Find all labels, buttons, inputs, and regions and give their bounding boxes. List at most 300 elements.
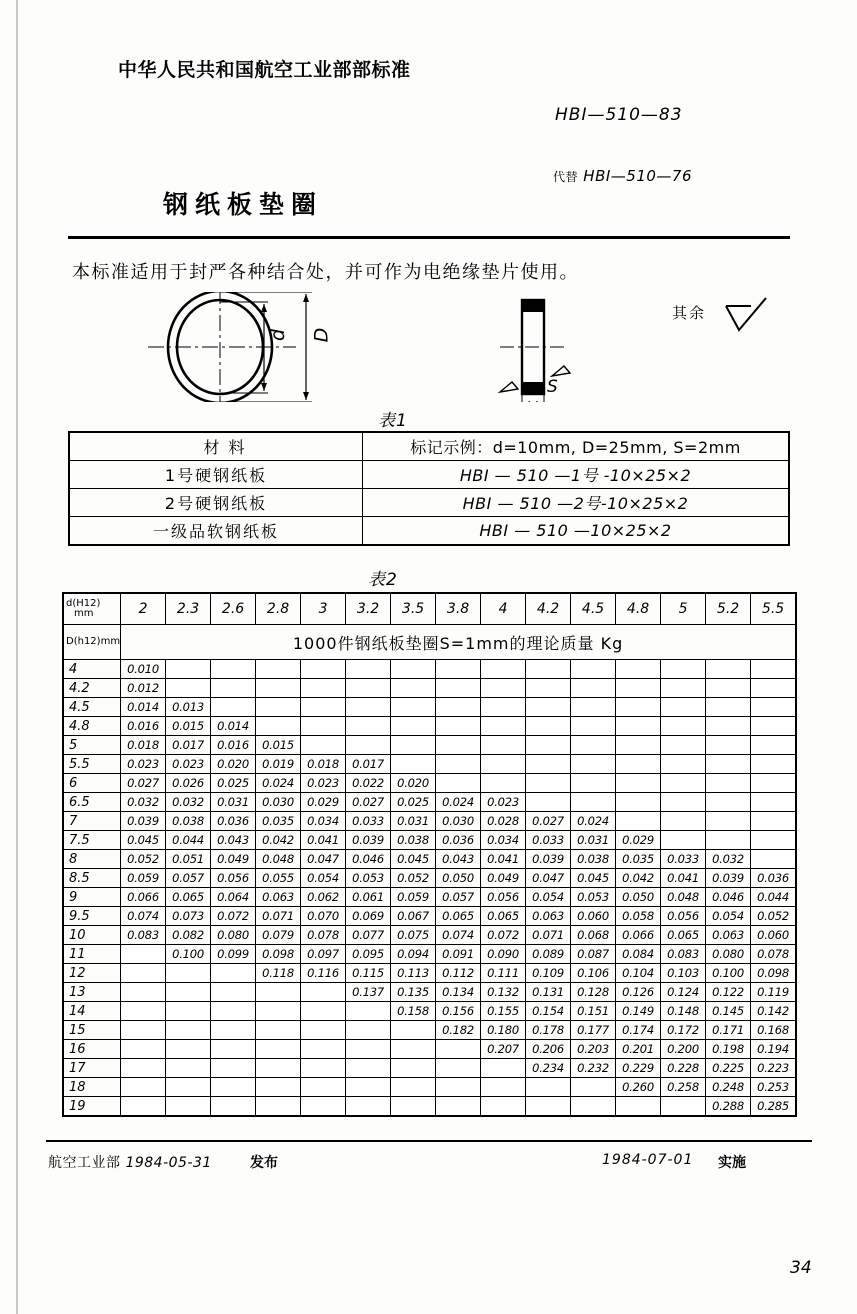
table2-empty-cell (256, 983, 301, 1002)
table2-empty-cell (751, 736, 797, 755)
table2-empty-cell (391, 1097, 436, 1117)
table2-value-cell: 0.100 (706, 964, 751, 983)
table2-empty-cell (391, 1021, 436, 1040)
table2-value-cell: 0.046 (346, 850, 391, 869)
table2-value-cell: 0.098 (256, 945, 301, 964)
table-row (63, 1002, 796, 1021)
table2-col-header: 4.8 (616, 593, 661, 625)
table2-empty-cell (346, 736, 391, 755)
table2-empty-cell (166, 1002, 211, 1021)
table2-empty-cell (256, 660, 301, 679)
table2-value-cell: 0.225 (706, 1059, 751, 1078)
table2-empty-cell (391, 1059, 436, 1078)
table2-empty-cell (436, 1078, 481, 1097)
table2-empty-cell (661, 736, 706, 755)
table2-value-cell: 0.075 (391, 926, 436, 945)
table2-value-cell: 0.015 (166, 717, 211, 736)
table2-value-cell: 0.036 (751, 869, 797, 888)
table2-empty-cell (481, 755, 526, 774)
table2-value-cell: 0.018 (301, 755, 346, 774)
page-edge-rule (16, 0, 18, 1314)
table2-value-cell: 0.132 (481, 983, 526, 1002)
table-row (69, 432, 789, 461)
table2-value-cell: 0.095 (346, 945, 391, 964)
table2-value-cell: 0.056 (211, 869, 256, 888)
table2-empty-cell (436, 698, 481, 717)
table2-empty-cell (211, 1040, 256, 1059)
table2-value-cell: 0.023 (121, 755, 166, 774)
table2-value-cell: 0.030 (256, 793, 301, 812)
table2-empty-cell (346, 1097, 391, 1117)
table2-empty-cell (211, 1097, 256, 1117)
table2-value-cell: 0.128 (571, 983, 616, 1002)
table2-empty-cell (706, 831, 751, 850)
table2-col-header: 2.6 (211, 593, 256, 625)
table2-value-cell: 0.066 (121, 888, 166, 907)
table2-value-cell: 0.131 (526, 983, 571, 1002)
table2-row-label: 12 (63, 964, 121, 983)
table2-caption: 表2 (368, 570, 398, 590)
table2-row-label: 4.2 (63, 679, 121, 698)
footer-issuer: 航空工业部 (48, 1155, 121, 1171)
table2-value-cell: 0.158 (391, 1002, 436, 1021)
replaces-prefix-label: 代替 (553, 170, 579, 184)
table2-empty-cell (481, 717, 526, 736)
table2-row-label: 4.5 (63, 698, 121, 717)
table2-value-cell: 0.172 (661, 1021, 706, 1040)
material-name: 2号硬钢纸板 (69, 489, 363, 517)
table2-empty-cell (391, 1040, 436, 1059)
ministry-title: 中华人民共和国航空工业部部标准 (118, 59, 411, 81)
table2-row-label: 11 (63, 945, 121, 964)
table2-value-cell: 0.109 (526, 964, 571, 983)
table2-empty-cell (706, 698, 751, 717)
table2-empty-cell (751, 660, 797, 679)
table2-empty-cell (211, 698, 256, 717)
table2-value-cell: 0.057 (436, 888, 481, 907)
table2-empty-cell (526, 698, 571, 717)
table2-col-header: 3.2 (346, 593, 391, 625)
table2-value-cell: 0.124 (661, 983, 706, 1002)
table2-empty-cell (616, 660, 661, 679)
table2-value-cell: 0.074 (121, 907, 166, 926)
table2-empty-cell (751, 812, 797, 831)
table2-empty-cell (571, 679, 616, 698)
table-row (63, 1040, 796, 1059)
table2-empty-cell (436, 679, 481, 698)
roughness-symbol-icon (722, 296, 772, 340)
table2-row-label: 6.5 (63, 793, 121, 812)
footer-issuer-block (48, 1152, 212, 1172)
table2-value-cell: 0.036 (211, 812, 256, 831)
table2-value-cell: 0.047 (526, 869, 571, 888)
table2-value-cell: 0.171 (706, 1021, 751, 1040)
table2-corner-d: d(H12) mm (63, 593, 121, 625)
table2-empty-cell (121, 1021, 166, 1040)
table2-value-cell: 0.032 (121, 793, 166, 812)
table2-empty-cell (301, 1097, 346, 1117)
page-title: 钢纸板垫圈 (163, 190, 324, 219)
table2-col-header: 5.2 (706, 593, 751, 625)
table2-empty-cell (436, 755, 481, 774)
table2-row-label: 8 (63, 850, 121, 869)
table2-value-cell: 0.065 (661, 926, 706, 945)
table1-caption: 表1 (378, 411, 408, 431)
table-row (63, 983, 796, 1002)
footer-effective-label: 实施 (718, 1155, 746, 1171)
table2-empty-cell (706, 736, 751, 755)
table2-value-cell: 0.223 (751, 1059, 797, 1078)
table2-value-cell: 0.229 (616, 1059, 661, 1078)
table2-empty-cell (661, 774, 706, 793)
table2-empty-cell (616, 698, 661, 717)
table2-empty-cell (166, 1097, 211, 1117)
table2-empty-cell (661, 793, 706, 812)
table2-empty-cell (301, 1040, 346, 1059)
table2-value-cell: 0.025 (391, 793, 436, 812)
table2-empty-cell (661, 679, 706, 698)
table2-value-cell: 0.116 (301, 964, 346, 983)
table2-value-cell: 0.048 (661, 888, 706, 907)
table2-value-cell: 0.078 (301, 926, 346, 945)
table2-empty-cell (616, 755, 661, 774)
table2-row-label: 5.5 (63, 755, 121, 774)
table2-empty-cell (661, 755, 706, 774)
table2-value-cell: 0.020 (211, 755, 256, 774)
table2-empty-cell (121, 1078, 166, 1097)
table2-empty-cell (301, 983, 346, 1002)
table2-empty-cell (706, 755, 751, 774)
table2-empty-cell (436, 1040, 481, 1059)
table2-row-label: 18 (63, 1078, 121, 1097)
table2-empty-cell (571, 717, 616, 736)
footer-issue-date: 1984-05-31 (125, 1155, 212, 1171)
table2-value-cell: 0.034 (481, 831, 526, 850)
table2-empty-cell (256, 698, 301, 717)
table2-value-cell: 0.043 (436, 850, 481, 869)
table2-empty-cell (526, 717, 571, 736)
table2-value-cell: 0.151 (571, 1002, 616, 1021)
table2-value-cell: 0.200 (661, 1040, 706, 1059)
table2-value-cell: 0.260 (616, 1078, 661, 1097)
table2-empty-cell (166, 1059, 211, 1078)
table2-value-cell: 0.027 (526, 812, 571, 831)
table2-empty-cell (571, 755, 616, 774)
table-row (63, 1078, 796, 1097)
table2-empty-cell (706, 812, 751, 831)
table2-value-cell: 0.084 (616, 945, 661, 964)
table2-empty-cell (571, 793, 616, 812)
table2-row-label: 9.5 (63, 907, 121, 926)
table2-empty-cell (436, 1097, 481, 1117)
table2-row-label: 17 (63, 1059, 121, 1078)
table2-value-cell: 0.094 (391, 945, 436, 964)
table2-value-cell: 0.082 (166, 926, 211, 945)
table2-value-cell: 0.052 (391, 869, 436, 888)
table2-empty-cell (391, 698, 436, 717)
table2-col-header: 2 (121, 593, 166, 625)
table2-value-cell: 0.032 (166, 793, 211, 812)
table2-value-cell: 0.041 (301, 831, 346, 850)
table2-empty-cell (301, 698, 346, 717)
table2-value-cell: 0.042 (256, 831, 301, 850)
table2-value-cell: 0.017 (346, 755, 391, 774)
table2-empty-cell (616, 812, 661, 831)
table2-empty-cell (481, 660, 526, 679)
table2-value-cell: 0.126 (616, 983, 661, 1002)
table2-empty-cell (571, 660, 616, 679)
material-marking-table (68, 431, 790, 546)
table2-empty-cell (166, 679, 211, 698)
theoretical-mass-table-wrapper (62, 592, 797, 1117)
table2-value-cell: 0.067 (391, 907, 436, 926)
table2-value-cell: 0.178 (526, 1021, 571, 1040)
table2-empty-cell (166, 660, 211, 679)
table2-empty-cell (121, 1040, 166, 1059)
table2-value-cell: 0.053 (571, 888, 616, 907)
table2-value-cell: 0.066 (616, 926, 661, 945)
table-row (63, 888, 796, 907)
table2-empty-cell (706, 774, 751, 793)
table2-value-cell: 0.079 (256, 926, 301, 945)
table2-value-cell: 0.104 (616, 964, 661, 983)
table2-empty-cell (751, 755, 797, 774)
table2-value-cell: 0.064 (211, 888, 256, 907)
table2-value-cell: 0.035 (256, 812, 301, 831)
table2-empty-cell (751, 774, 797, 793)
table2-value-cell: 0.039 (346, 831, 391, 850)
table2-row-label: 19 (63, 1097, 121, 1117)
page-number: 34 (790, 1258, 812, 1278)
table2-empty-cell (661, 660, 706, 679)
table2-empty-cell (751, 850, 797, 869)
table-row (63, 698, 796, 717)
table2-empty-cell (436, 736, 481, 755)
table2-empty-cell (661, 812, 706, 831)
table2-empty-cell (526, 736, 571, 755)
table2-value-cell: 0.031 (391, 812, 436, 831)
table2-value-cell: 0.027 (346, 793, 391, 812)
table2-value-cell: 0.137 (346, 983, 391, 1002)
table2-value-cell: 0.063 (256, 888, 301, 907)
table2-value-cell: 0.059 (391, 888, 436, 907)
table2-value-cell: 0.069 (346, 907, 391, 926)
table2-value-cell: 0.078 (751, 945, 797, 964)
table2-value-cell: 0.024 (571, 812, 616, 831)
table2-row-label: 10 (63, 926, 121, 945)
table2-value-cell: 0.033 (661, 850, 706, 869)
table2-row-label: 7.5 (63, 831, 121, 850)
table2-value-cell: 0.034 (301, 812, 346, 831)
table2-value-cell: 0.038 (391, 831, 436, 850)
table2-value-cell: 0.013 (166, 698, 211, 717)
table2-value-cell: 0.045 (121, 831, 166, 850)
table2-value-cell: 0.014 (211, 717, 256, 736)
table2-value-cell: 0.044 (166, 831, 211, 850)
table2-empty-cell (346, 679, 391, 698)
table2-value-cell: 0.065 (166, 888, 211, 907)
table2-value-cell: 0.089 (526, 945, 571, 964)
table2-empty-cell (166, 1078, 211, 1097)
table2-empty-cell (211, 1078, 256, 1097)
table2-value-cell: 0.285 (751, 1097, 797, 1117)
table2-value-cell: 0.100 (166, 945, 211, 964)
table2-value-cell: 0.119 (751, 983, 797, 1002)
table2-empty-cell (256, 679, 301, 698)
table2-col-header: 5 (661, 593, 706, 625)
table2-empty-cell (391, 1078, 436, 1097)
table2-value-cell: 0.039 (706, 869, 751, 888)
table2-empty-cell (571, 1078, 616, 1097)
table2-value-cell: 0.036 (436, 831, 481, 850)
table2-value-cell: 0.041 (481, 850, 526, 869)
table2-corner-D: D(h12)mm (63, 625, 121, 660)
table2-row-label: 5 (63, 736, 121, 755)
table2-empty-cell (751, 698, 797, 717)
table2-empty-cell (301, 660, 346, 679)
table2-empty-cell (211, 1002, 256, 1021)
table2-empty-cell (121, 945, 166, 964)
table-row (63, 1021, 796, 1040)
table2-empty-cell (571, 698, 616, 717)
dimension-label-d: d (267, 328, 290, 342)
table2-empty-cell (526, 793, 571, 812)
marking-code: HBI — 510 —2号-10×25×2 (363, 489, 790, 517)
table2-empty-cell (706, 717, 751, 736)
table2-value-cell: 0.020 (391, 774, 436, 793)
table2-empty-cell (616, 679, 661, 698)
table2-empty-cell (391, 660, 436, 679)
table2-value-cell: 0.155 (481, 1002, 526, 1021)
table2-value-cell: 0.174 (616, 1021, 661, 1040)
table2-empty-cell (661, 717, 706, 736)
table2-empty-cell (481, 698, 526, 717)
theoretical-mass-table (62, 592, 797, 1117)
table2-empty-cell (526, 679, 571, 698)
table2-value-cell: 0.065 (436, 907, 481, 926)
table2-value-cell: 0.071 (526, 926, 571, 945)
table2-empty-cell (211, 660, 256, 679)
marking-code: HBI — 510 —1号 -10×25×2 (363, 461, 790, 489)
table2-value-cell: 0.010 (121, 660, 166, 679)
table2-empty-cell (166, 1040, 211, 1059)
table2-value-cell: 0.050 (436, 869, 481, 888)
table2-empty-cell (616, 717, 661, 736)
table2-value-cell: 0.043 (211, 831, 256, 850)
table2-value-cell: 0.060 (571, 907, 616, 926)
table-row (63, 1059, 796, 1078)
table2-value-cell: 0.077 (346, 926, 391, 945)
table-row (63, 812, 796, 831)
table2-value-cell: 0.059 (121, 869, 166, 888)
table2-value-cell: 0.024 (256, 774, 301, 793)
table2-value-cell: 0.083 (661, 945, 706, 964)
table2-value-cell: 0.091 (436, 945, 481, 964)
footer-effective-date: 1984-07-01 (602, 1152, 694, 1168)
table2-value-cell: 0.023 (301, 774, 346, 793)
table2-empty-cell (166, 964, 211, 983)
footer-issue-label: 发布 (250, 1155, 278, 1171)
table2-value-cell: 0.016 (121, 717, 166, 736)
table2-empty-cell (301, 717, 346, 736)
table2-value-cell: 0.017 (166, 736, 211, 755)
table2-empty-cell (481, 1078, 526, 1097)
table2-value-cell: 0.288 (706, 1097, 751, 1117)
table2-empty-cell (436, 660, 481, 679)
table-row (63, 945, 796, 964)
table2-value-cell: 0.253 (751, 1078, 797, 1097)
table2-value-cell: 0.042 (616, 869, 661, 888)
table2-value-cell: 0.068 (571, 926, 616, 945)
table-row (63, 964, 796, 983)
table2-empty-cell (121, 1002, 166, 1021)
table2-value-cell: 0.012 (121, 679, 166, 698)
table-row (63, 907, 796, 926)
table2-value-cell: 0.032 (706, 850, 751, 869)
table2-value-cell: 0.071 (256, 907, 301, 926)
table2-empty-cell (346, 1059, 391, 1078)
table2-empty-cell (751, 831, 797, 850)
table2-empty-cell (166, 983, 211, 1002)
table2-value-cell: 0.035 (616, 850, 661, 869)
table2-value-cell: 0.106 (571, 964, 616, 983)
table2-empty-cell (256, 1021, 301, 1040)
table2-header-row (63, 593, 796, 625)
table-row (63, 660, 796, 679)
table2-empty-cell (571, 1097, 616, 1117)
table2-value-cell: 0.039 (121, 812, 166, 831)
table2-empty-cell (526, 774, 571, 793)
table2-value-cell: 0.070 (301, 907, 346, 926)
header-divider (68, 236, 790, 239)
table-row (63, 850, 796, 869)
table2-empty-cell (301, 1078, 346, 1097)
table2-value-cell: 0.228 (661, 1059, 706, 1078)
table2-value-cell: 0.048 (256, 850, 301, 869)
table2-value-cell: 0.054 (706, 907, 751, 926)
table2-value-cell: 0.044 (751, 888, 797, 907)
table2-empty-cell (481, 1059, 526, 1078)
table2-empty-cell (661, 831, 706, 850)
table2-value-cell: 0.029 (616, 831, 661, 850)
table2-empty-cell (616, 736, 661, 755)
table2-empty-cell (526, 1078, 571, 1097)
table2-empty-cell (211, 983, 256, 1002)
table2-empty-cell (256, 717, 301, 736)
table2-value-cell: 0.054 (526, 888, 571, 907)
table2-empty-cell (481, 736, 526, 755)
table1-header-marking: 标记示例：d=10mm, D=25mm, S=2mm (363, 432, 790, 461)
table-row (63, 736, 796, 755)
table2-value-cell: 0.112 (436, 964, 481, 983)
table2-value-cell: 0.041 (661, 869, 706, 888)
table2-value-cell: 0.065 (481, 907, 526, 926)
table2-row-label: 16 (63, 1040, 121, 1059)
table2-value-cell: 0.030 (436, 812, 481, 831)
table2-value-cell: 0.023 (481, 793, 526, 812)
table2-value-cell: 0.203 (571, 1040, 616, 1059)
scope-statement: 本标准适用于封严各种结合处，并可作为电绝缘垫片使用。 (72, 262, 579, 283)
table2-value-cell: 0.080 (211, 926, 256, 945)
table2-empty-cell (346, 717, 391, 736)
table2-empty-cell (706, 793, 751, 812)
table2-value-cell: 0.014 (121, 698, 166, 717)
table2-value-cell: 0.057 (166, 869, 211, 888)
table2-empty-cell (661, 698, 706, 717)
table2-col-header: 3.8 (436, 593, 481, 625)
table2-value-cell: 0.122 (706, 983, 751, 1002)
table2-value-cell: 0.111 (481, 964, 526, 983)
